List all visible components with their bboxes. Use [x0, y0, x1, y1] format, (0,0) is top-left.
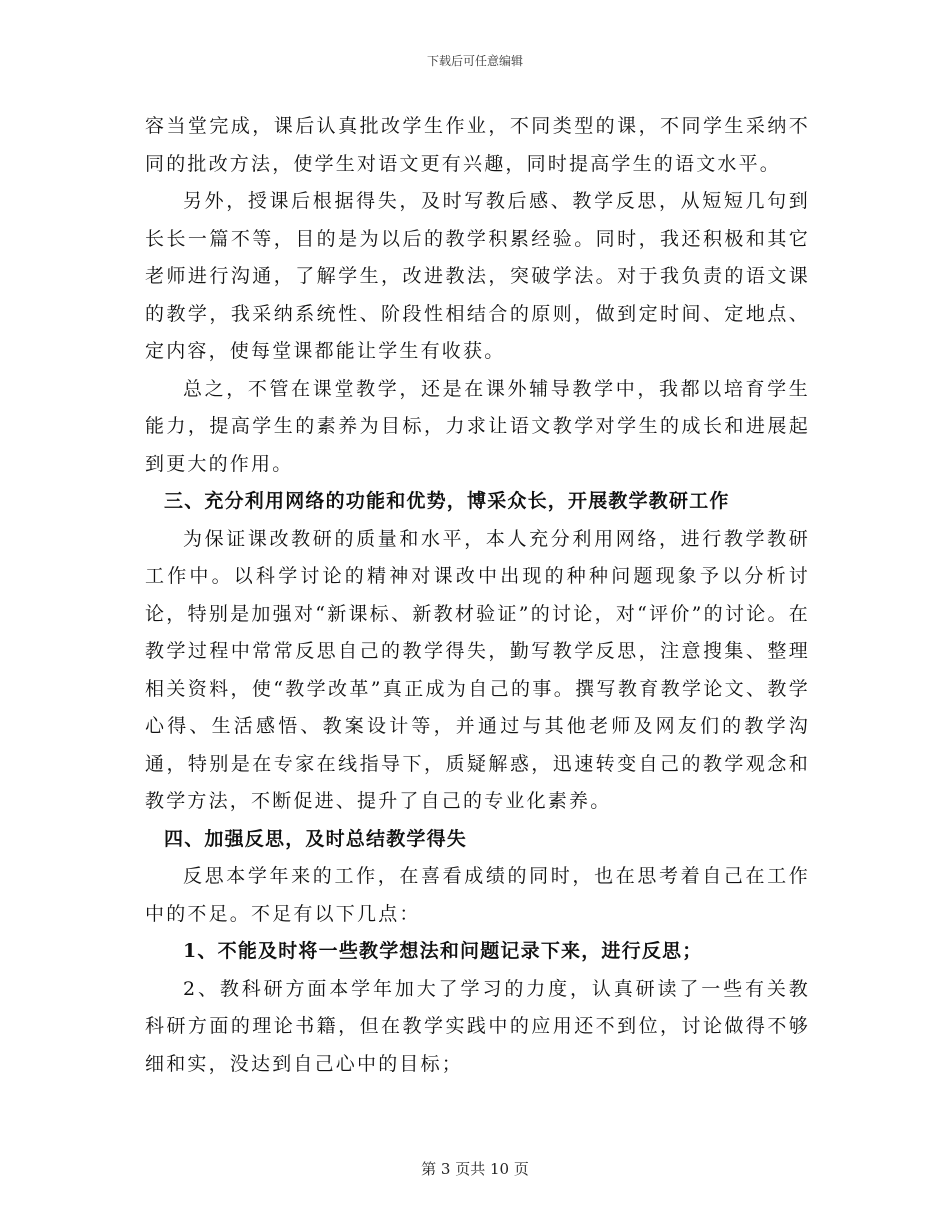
paragraph-reflection: 另外，授课后根据得失，及时写教后感、教学反思，从短短几句到长长一篇不等，目的是为以后的教学积累经验。同时，我还积极和其它老师进行沟通，了解学生，改进教法，突破学法。对于我负责的语文课的教学，我采纳系统性、阶段性相结合的原则，做到定时间、定地点、定内容，使每堂课都能让学生有收获。: [145, 190, 810, 362]
list-item-shortcoming-2: 2、教科研方面本学年加大了学习的力度，认真研读了一些有关教科研方面的理论书籍，但在教学实践中的应用还不到位，讨论做得不够细和实，没达到自己心中的目标；: [145, 977, 810, 1075]
paragraph-network-research: 为保证课改教研的质量和水平，本人充分利用网络，进行教学教研工作中。以科学讨论的精神对课改中出现的种种问题现象予以分析讨论，特别是加强对“新课标、新教材验证”的讨论，对“评价”的讨论。在教学过程中常常反思自己的教学得失，勤写教学反思，注意搜集、整理相关资料，使“教学改革”真正成为自己的事。撰写教育教学论文、教学心得、生活感悟、教案设计等，并通过与其他老师及网友们的教学沟通，特别是在专家在线指导下，质疑解惑，迅速转变自己的教学观念和教学方法，不断促进、提升了自己的专业化素养。: [145, 527, 810, 812]
paragraph-continuation: 容当堂完成，课后认真批改学生作业，不同类型的课，不同学生采纳不同的批改方法，使学生对语文更有兴趣，同时提高学生的语文水平。: [145, 115, 810, 175]
list-item-shortcoming-1: 1、不能及时将一些教学想法和问题记录下来，进行反思；: [183, 940, 703, 962]
document-body: [145, 108, 810, 1083]
section-heading-four: 四、加强反思，及时总结教学得失: [164, 827, 468, 850]
paragraph-summary: 总之，不管在课堂教学，还是在课外辅导教学中，我都以培育学生能力，提高学生的素养为目标，力求让语文教学对学生的成长和进展起到更大的作用。: [145, 377, 810, 475]
page-header: 下载后可任意编辑: [426, 54, 523, 68]
paragraph-shortcomings-intro: 反思本学年来的工作，在喜看成绩的同时，也在思考着自己在工作中的不足。不足有以下几点：: [145, 865, 810, 925]
page-footer: 第 3 页共 10 页: [421, 1160, 529, 1178]
section-heading-three: 三、充分利用网络的功能和优势，博采众长，开展教学教研工作: [164, 490, 730, 512]
